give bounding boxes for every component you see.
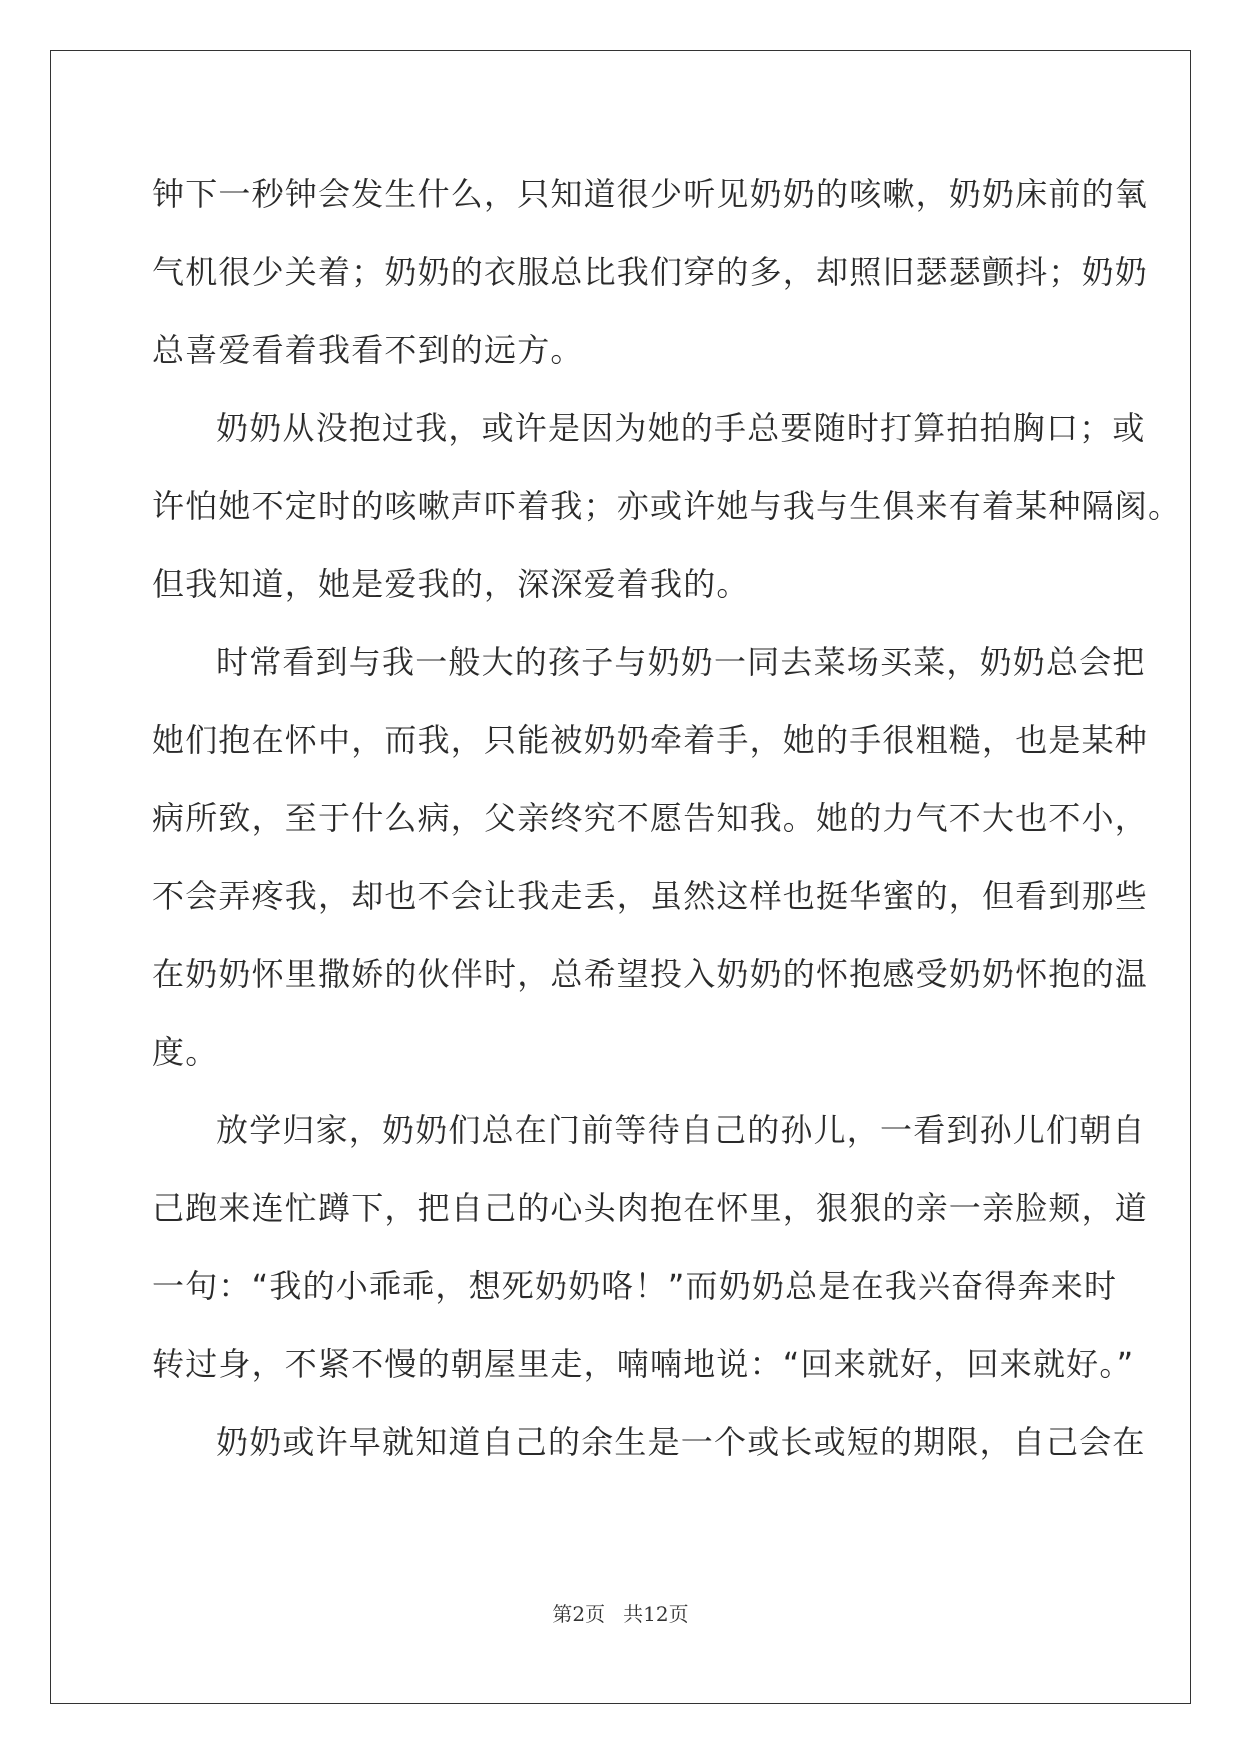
text-line: 许怕她不定时的咳嗽声吓着我；亦或许她与我与生俱来有着某种隔阂。 xyxy=(152,487,1182,525)
text-line: 总喜爱看着我看不到的远方。 xyxy=(152,331,584,369)
text-line: 钟下一秒钟会发生什么，只知道很少听见奶奶的咳嗽，奶奶床前的氧 xyxy=(152,175,1149,213)
text-line: 度。 xyxy=(152,1033,219,1071)
text-line: 她们抱在怀中，而我，只能被奶奶牵着手，她的手很粗糙，也是某种 xyxy=(152,721,1149,759)
page-total: 共12页 xyxy=(623,1602,689,1626)
document-body xyxy=(152,155,1182,1481)
text-line: 气机很少关着；奶奶的衣服总比我们穿的多，却照旧瑟瑟颤抖；奶奶 xyxy=(152,253,1149,291)
text-line: 在奶奶怀里撒娇的伙伴时，总希望投入奶奶的怀抱感受奶奶怀抱的温 xyxy=(152,955,1149,993)
text-line: 放学归家，奶奶们总在门前等待自己的孙儿，一看到孙儿们朝自 xyxy=(216,1111,1146,1149)
page-number: 第2页 xyxy=(552,1602,606,1626)
text-line: 奶奶或许早就知道自己的余生是一个或长或短的期限，自己会在 xyxy=(216,1423,1146,1461)
text-line: 己跑来连忙蹲下，把自己的心头肉抱在怀里，狠狠的亲一亲脸颊，道 xyxy=(152,1189,1149,1227)
page-footer xyxy=(0,1598,1241,1627)
text-line: 但我知道，她是爱我的，深深爱着我的。 xyxy=(152,565,750,603)
text-line: 不会弄疼我，却也不会让我走丢，虽然这样也挺华蜜的，但看到那些 xyxy=(152,877,1149,915)
text-line: 奶奶从没抱过我，或许是因为她的手总要随时打算拍拍胸口；或 xyxy=(216,409,1146,447)
text-line: 一句：“我的小乖乖，想死奶奶咯！”而奶奶总是在我兴奋得奔来时 xyxy=(152,1267,1118,1305)
text-line: 病所致，至于什么病，父亲终究不愿告知我。她的力气不大也不小， xyxy=(152,799,1149,837)
text-line: 转过身，不紧不慢的朝屋里走，喃喃地说：“回来就好，回来就好。” xyxy=(152,1345,1135,1383)
text-line: 时常看到与我一般大的孩子与奶奶一同去菜场买菜，奶奶总会把 xyxy=(216,643,1146,681)
